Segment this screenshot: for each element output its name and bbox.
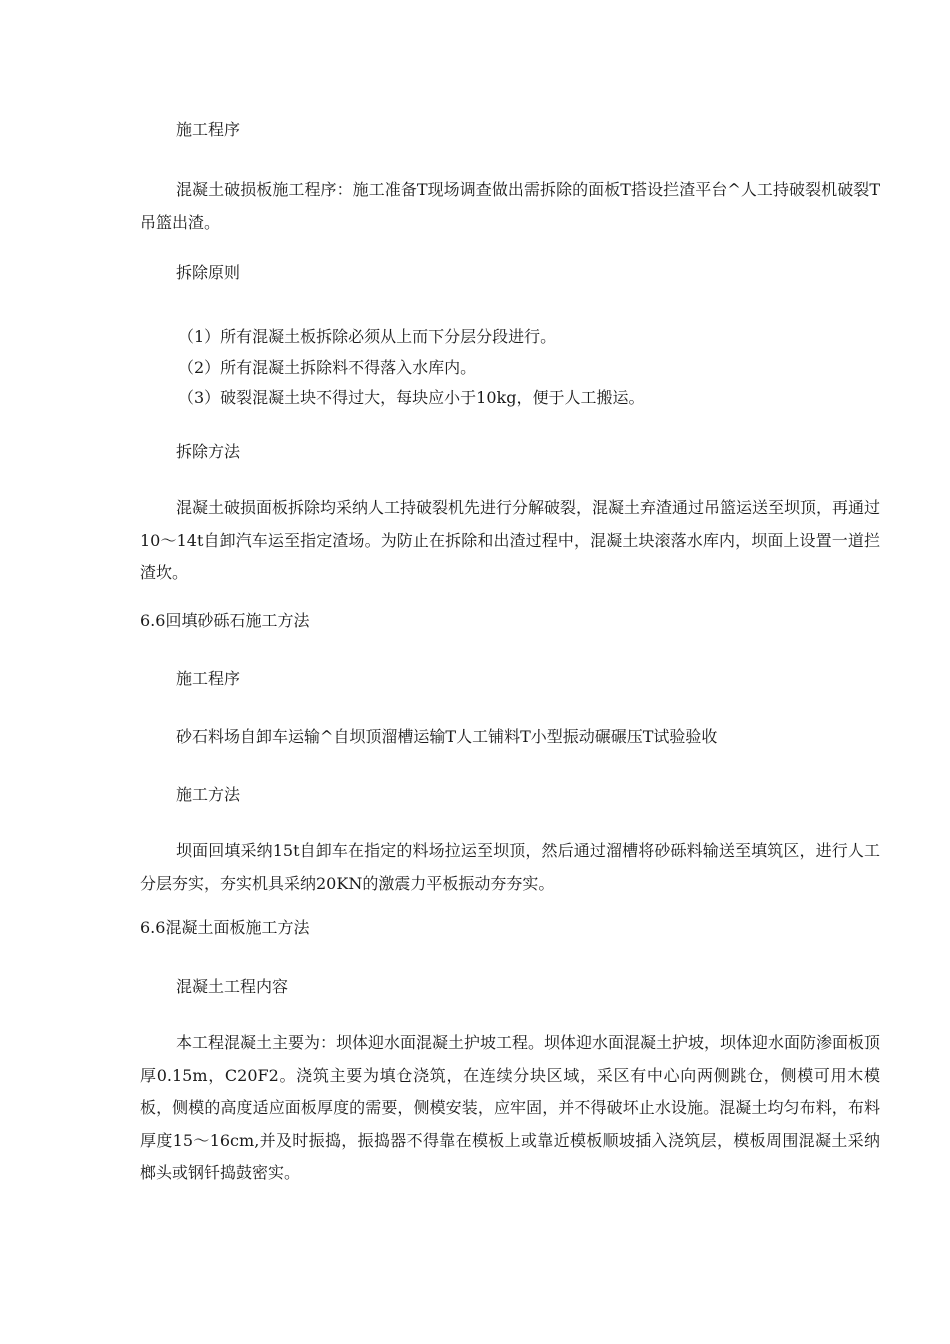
heading-construction-procedure-2: 施工程序 bbox=[176, 669, 241, 688]
paragraph-demolition-method: 混凝土破损面板拆除均采纳人工持破裂机先进行分解破裂，混凝土弃渣通过吊篮运送至坝顶，再通过10〜14t自卸汽车运至指定渣场。为防止在拆除和出渣过程中，混凝土块滚落水库内，坝面上设置一道拦渣坎。 bbox=[140, 498, 881, 582]
section-heading-backfill: 6.6回填砂砾石施工方法 bbox=[140, 611, 310, 630]
heading-demolition-principles: 拆除原则 bbox=[176, 263, 241, 282]
list-demolition-principles bbox=[178, 322, 644, 414]
list-item: （2）所有混凝土拆除料不得落入水库内。 bbox=[178, 357, 477, 377]
list-item: （3）破裂混凝土块不得过大，每块应小于10kg，便于人工搬运。 bbox=[178, 388, 645, 407]
heading-demolition-method: 拆除方法 bbox=[176, 442, 241, 461]
section-heading-concrete-slab: 6.6混凝土面板施工方法 bbox=[140, 918, 310, 937]
paragraph-backfill-procedure: 砂石料场自卸车运输^自坝顶溜槽运输T人工铺料T小型振动碾碾压T试验验收 bbox=[176, 727, 718, 746]
heading-construction-method: 施工方法 bbox=[176, 785, 241, 804]
paragraph-damaged-slab-procedure: 混凝土破损板施工程序：施工准备T现场调查做出需拆除的面板T搭设拦渣平台^人工持破裂机破裂T吊篮出渣。 bbox=[140, 180, 880, 232]
paragraph-backfill-method: 坝面回填采纳15t自卸车在指定的料场拉运至坝顶，然后通过溜槽将砂砾料输送至填筑区，进行人工分层夯实，夯实机具采纳20KN的激震力平板振动夯夯实。 bbox=[140, 841, 880, 893]
heading-construction-procedure: 施工程序 bbox=[176, 120, 241, 139]
heading-concrete-work-content: 混凝土工程内容 bbox=[176, 977, 289, 996]
paragraph-concrete-work: 本工程混凝土主要为：坝体迎水面混凝土护坡工程。坝体迎水面混凝土护坡，坝体迎水面防渗面板顶厚0.15m，C20F2。浇筑主要为填仓浇筑，在连续分块区域，采区有中心向两侧跳仓，侧模可用木模板，侧模的高度适应面板厚度的需要，侧模安装，应牢固，并不得破坏止水设施。混凝土均匀布料，布料厚度15〜16cm,并及时振捣，振捣器不得靠在模板上或靠近模板顺坡插入浇筑层，模板周围混凝土采纳榔头或钢钎捣鼓密实。 bbox=[140, 1033, 881, 1182]
list-item: （1）所有混凝土板拆除必须从上而下分层分段进行。 bbox=[178, 327, 557, 346]
